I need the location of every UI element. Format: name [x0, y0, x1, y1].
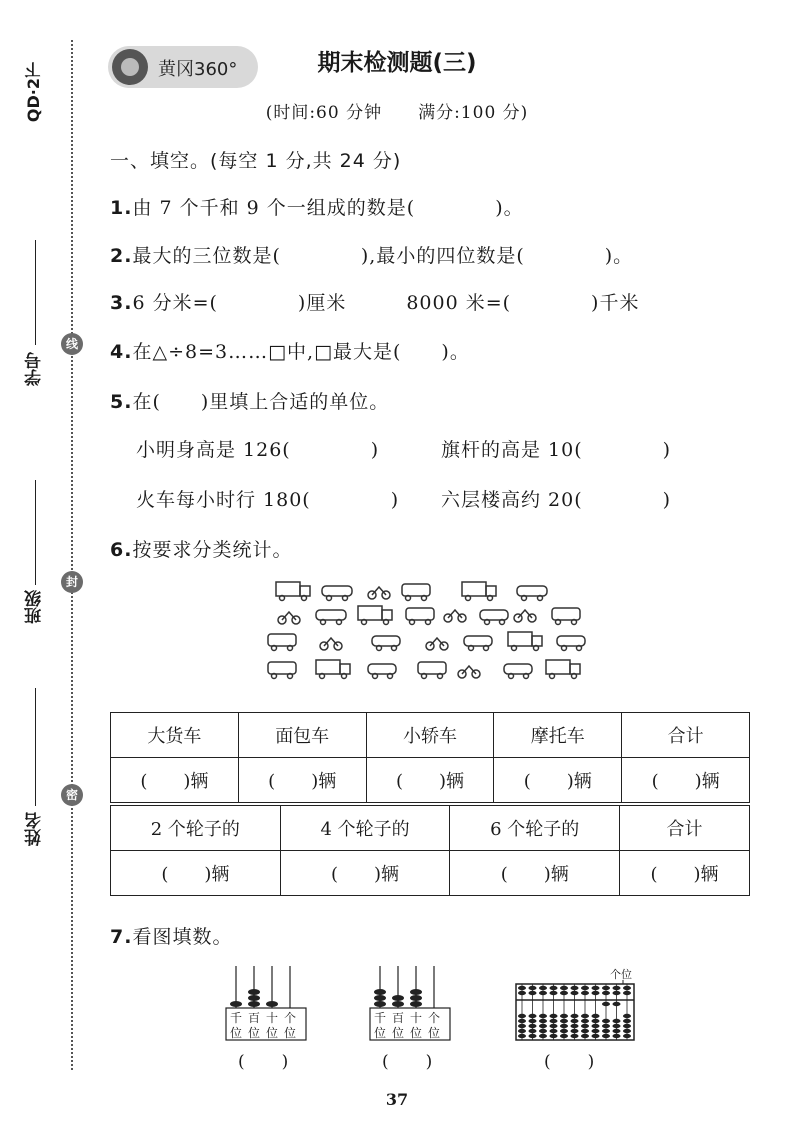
abacus-bead — [581, 1029, 589, 1033]
abacus-bead — [518, 1029, 526, 1033]
abacus-bead — [602, 986, 610, 990]
place-label: 位 — [283, 1026, 297, 1040]
abacus-bead — [602, 991, 610, 995]
abacus-bead — [592, 1034, 600, 1038]
abacus-bead — [571, 1019, 579, 1023]
van-icon — [268, 662, 296, 679]
q3-text: 6 分米=( )厘米 8000 米=( )千米 — [132, 292, 640, 314]
abacus-bead — [613, 991, 621, 995]
abacus-bead — [581, 1024, 589, 1028]
abacus-bead — [613, 1029, 621, 1033]
q5-item-train: 火车每小时行 180( ) — [136, 489, 400, 511]
truck-icon — [276, 582, 310, 601]
seal-mark-secret: 密 — [61, 784, 83, 806]
header-motorcycle: 摩托车 — [494, 713, 622, 758]
abacus-bead — [550, 991, 558, 995]
abacus-bead — [550, 1029, 558, 1033]
abacus-bead — [518, 1034, 526, 1038]
car-icon — [372, 636, 400, 651]
abacus-bead — [560, 1029, 568, 1033]
q5-item-height: 小明身高是 126( ) — [136, 439, 380, 461]
place-label: 位 — [229, 1026, 243, 1040]
abacus-bead — [529, 1029, 537, 1033]
section-heading: 一、填空。(每空 1 分,共 24 分) — [110, 150, 402, 172]
van-icon — [552, 608, 580, 625]
abacus-bead — [592, 1014, 600, 1018]
abacus-bead — [613, 1024, 621, 1028]
q5-text: 在( )里填上合适的单位。 — [132, 391, 390, 413]
abacus-bead — [613, 986, 621, 990]
motorcycle-icon — [368, 587, 390, 599]
header-total: 合计 — [622, 713, 750, 758]
page-subtitle: (时间:60 分钟 满分:100 分) — [265, 103, 529, 123]
abacus-bead — [592, 1029, 600, 1033]
answer-blank-3[interactable]: ( ) — [544, 1052, 596, 1072]
abacus-bead — [592, 991, 600, 995]
abacus-bead — [623, 1014, 631, 1018]
abacus-bead — [539, 1034, 547, 1038]
place-label: 千 — [229, 1011, 243, 1025]
header-total: 合计 — [620, 806, 750, 851]
abacus-bead — [550, 986, 558, 990]
answer-cell[interactable]: ( )辆 — [494, 758, 622, 803]
abacus-bead — [550, 1024, 558, 1028]
abacus-bead — [550, 1034, 558, 1038]
motorcycle-icon — [320, 638, 342, 650]
van-icon — [406, 608, 434, 625]
abacus-bead — [529, 1024, 537, 1028]
place-label: 十 — [265, 1011, 279, 1025]
abacus-bead — [581, 1014, 589, 1018]
answer-cell[interactable]: ( )辆 — [620, 851, 750, 896]
student-id-label: 学号 — [25, 352, 45, 386]
question-1 — [110, 193, 524, 220]
abacus-bead — [539, 991, 547, 995]
answer-cell[interactable]: ( )辆 — [450, 851, 620, 896]
abacus-bead — [581, 1019, 589, 1023]
seal-mark-line: 线 — [61, 333, 83, 355]
abacus-bead — [592, 1024, 600, 1028]
car-icon — [316, 610, 346, 625]
abacus-bead — [571, 1029, 579, 1033]
truck-icon — [462, 582, 496, 601]
abacus-bead — [518, 1019, 526, 1023]
abacus-bead — [539, 1014, 547, 1018]
abacus-bead — [518, 986, 526, 990]
abacus-bead — [571, 1024, 579, 1028]
abacus-bead — [581, 986, 589, 990]
vehicle-type-table — [110, 712, 750, 803]
binding-line — [71, 40, 73, 1070]
abacus-bead — [518, 1014, 526, 1018]
place-label: 百 — [391, 1011, 405, 1025]
truck-icon — [546, 660, 580, 679]
q7-text: 看图填数。 — [132, 926, 233, 948]
answer-blank-1[interactable]: ( ) — [238, 1052, 290, 1072]
abacus-bead — [518, 991, 526, 995]
abacus-bead — [560, 986, 568, 990]
question-7 — [110, 922, 232, 949]
wheel-count-table — [110, 805, 750, 896]
abacus-bead — [602, 1002, 610, 1006]
abacus-bead — [560, 1014, 568, 1018]
motorcycle-icon — [278, 612, 300, 624]
abacus-bead — [581, 1034, 589, 1038]
header-van: 面包车 — [238, 713, 366, 758]
place-label: 位 — [373, 1026, 387, 1040]
header-car: 小轿车 — [366, 713, 494, 758]
place-label: 位 — [265, 1026, 279, 1040]
abacus-bead — [592, 986, 600, 990]
q5-item-building: 六层楼高约 20( ) — [441, 489, 672, 511]
abacus-bead — [623, 986, 631, 990]
abacus-bead — [560, 1019, 568, 1023]
answer-cell[interactable]: ( )辆 — [238, 758, 366, 803]
header-four-wheels: 4 个轮子的 — [280, 806, 450, 851]
question-6 — [110, 535, 292, 562]
q2-text: 最大的三位数是( ),最小的四位数是( )。 — [132, 245, 634, 267]
car-icon — [322, 586, 352, 601]
q7-number: 7. — [110, 926, 133, 948]
question-3 — [110, 288, 639, 315]
q6-number: 6. — [110, 539, 133, 561]
question-2 — [110, 241, 633, 268]
abacus-bead — [581, 991, 589, 995]
name-blank[interactable] — [35, 688, 36, 806]
answer-cell[interactable]: ( )辆 — [366, 758, 494, 803]
q1-text: 由 7 个千和 9 个一组成的数是( )。 — [132, 197, 524, 219]
van-icon — [268, 634, 296, 651]
abacus-bead — [518, 1024, 526, 1028]
q4-number: 4. — [110, 341, 133, 363]
answer-cell[interactable]: ( )辆 — [111, 758, 239, 803]
vehicle-illustration — [262, 578, 592, 690]
motorcycle-icon — [426, 638, 448, 650]
brand-text: 黄冈360° — [158, 59, 238, 80]
abacus-bead — [623, 1019, 631, 1023]
header-truck: 大货车 — [111, 713, 239, 758]
abacus-bead — [571, 986, 579, 990]
abacus-bead — [613, 1002, 621, 1006]
abacus-bead — [623, 991, 631, 995]
place-label: 个 — [283, 1011, 297, 1025]
q5-item-flagpole: 旗杆的高是 10( ) — [441, 439, 672, 461]
abacus-bead — [592, 1019, 600, 1023]
car-icon — [557, 636, 585, 651]
class-label: 班级 — [25, 590, 45, 624]
page-title: 期末检测题(三) — [317, 50, 477, 76]
abacus-bead — [571, 991, 579, 995]
van-icon — [402, 584, 430, 601]
abacus-bead — [613, 1034, 621, 1038]
grade-code: QD·2下 — [24, 62, 43, 123]
abacus — [510, 966, 640, 1044]
abacus-bead — [560, 991, 568, 995]
place-label: 位 — [247, 1026, 261, 1040]
motorcycle-icon — [458, 666, 480, 678]
header-two-wheels: 2 个轮子的 — [111, 806, 281, 851]
answer-cell[interactable]: ( )辆 — [622, 758, 750, 803]
class-blank[interactable] — [35, 480, 36, 585]
counting-frame-2 — [366, 962, 456, 1042]
page-number: 37 — [385, 1090, 409, 1109]
abacus-bead — [550, 1019, 558, 1023]
ones-place-label: 个位 — [610, 968, 632, 981]
place-label: 位 — [409, 1026, 423, 1040]
q5-number: 5. — [110, 391, 133, 413]
abacus-bead — [529, 1014, 537, 1018]
abacus-bead — [602, 1034, 610, 1038]
place-label: 十 — [409, 1011, 423, 1025]
abacus-bead — [529, 986, 537, 990]
student-id-blank[interactable] — [35, 240, 36, 345]
counting-frame-1 — [222, 962, 312, 1042]
answer-cell[interactable]: ( )辆 — [111, 851, 281, 896]
abacus-bead — [613, 1019, 621, 1023]
name-label: 姓名 — [25, 812, 45, 846]
abacus-bead — [550, 1014, 558, 1018]
abacus-bead — [602, 1024, 610, 1028]
motorcycle-icon — [444, 610, 466, 622]
abacus-bead — [539, 986, 547, 990]
abacus-bead — [623, 1029, 631, 1033]
abacus-bead — [623, 1024, 631, 1028]
abacus-bead — [560, 1024, 568, 1028]
truck-icon — [358, 606, 392, 625]
place-label: 百 — [247, 1011, 261, 1025]
q1-number: 1. — [110, 197, 133, 219]
place-label: 个 — [427, 1011, 441, 1025]
abacus-bead — [602, 1029, 610, 1033]
abacus-bead — [529, 1034, 537, 1038]
abacus-bead — [571, 1034, 579, 1038]
answer-blank-2[interactable]: ( ) — [382, 1052, 434, 1072]
abacus-bead — [529, 991, 537, 995]
question-4 — [110, 337, 470, 364]
truck-icon — [508, 632, 542, 651]
place-label: 千 — [373, 1011, 387, 1025]
header-six-wheels: 6 个轮子的 — [450, 806, 620, 851]
question-5 — [110, 387, 389, 414]
abacus-bead — [560, 1034, 568, 1038]
answer-cell[interactable]: ( )辆 — [280, 851, 450, 896]
place-label: 位 — [427, 1026, 441, 1040]
abacus-bead — [623, 1034, 631, 1038]
abacus-bead — [529, 1019, 537, 1023]
abacus-bead — [571, 1014, 579, 1018]
place-label: 位 — [391, 1026, 405, 1040]
abacus-bead — [539, 1029, 547, 1033]
car-icon — [464, 636, 492, 651]
q2-number: 2. — [110, 245, 133, 267]
abacus-bead — [602, 1019, 610, 1023]
truck-icon — [316, 660, 350, 679]
car-icon — [368, 664, 396, 679]
motorcycle-icon — [514, 610, 536, 622]
van-icon — [418, 662, 446, 679]
abacus-bead — [539, 1024, 547, 1028]
abacus-bead — [539, 1019, 547, 1023]
q3-number: 3. — [110, 292, 133, 314]
car-icon — [504, 664, 532, 679]
q6-text: 按要求分类统计。 — [132, 539, 293, 561]
seal-mark-seal: 封 — [61, 571, 83, 593]
car-icon — [517, 586, 547, 601]
q4-text: 在△÷8=3……□中,□最大是( )。 — [132, 341, 470, 363]
car-icon — [480, 610, 508, 625]
